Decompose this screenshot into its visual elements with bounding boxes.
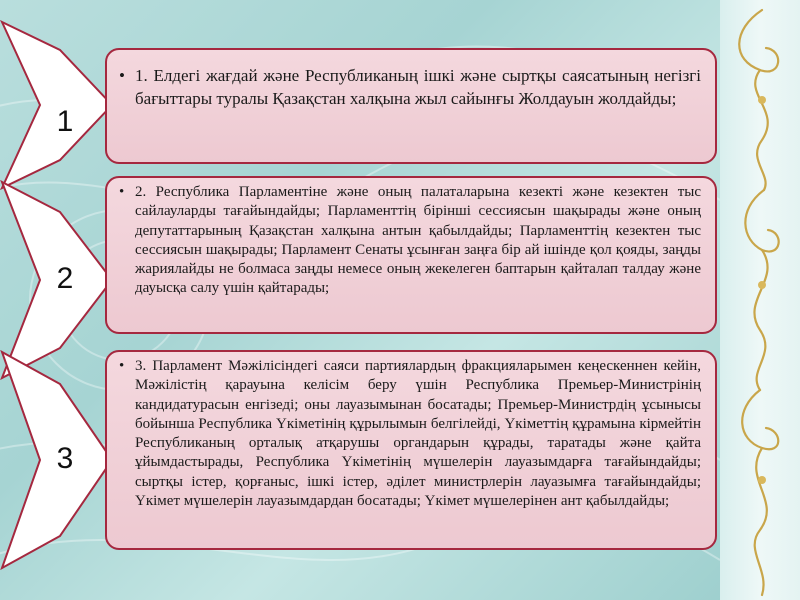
step-number: 1 [56, 105, 74, 138]
step-text: • 2. Республика Парламентіне және оның палаталарына кезекті және кезектен тыс сайлауларды тағайындайды; Парламенттің бірінші сессиясын шақырады және оның депутаттарының Қазақстан халқына антын қабылдайды; Парламенттің кезектен тыс сессиясын шақырады; Парламент Сенаты ұсынған заңға бір ай ішінде қол қояды, заңды жариялайды не болмаса заңды немесе оның жекелеген баптарын қайталап талдау және дауысқа салу үшін қайтарады; [119, 183, 701, 299]
step-number: 3 [56, 442, 74, 475]
step-card-2 [105, 176, 717, 334]
step-card-3 [105, 350, 717, 550]
step-text: • 3. Парламент Мәжілісіндегі саяси партиялардың фракцияларымен кеңескеннен кейін, Мәжілістің қарауына келісім беру үшін Республика Премьер-Министрінің кандидатурасын енгізеді; оны лауазымынан босатады; Премьер-Министрдің ұсынысы бойынша Республика Үкіметінің құрылымын белгілейді, Үкіметтің құрамына кірмейтін Республиканың орталық атқарушы органдарын құрады, таратады және қайта ұйымдастырады, Республика Үкіметінің мүшелерін лауазымдарға тағайындайды; сыртқы істер, қорғаныс, ішкі істер, әділет министрлерін лауазымға тағайындайды; Үкімет мүшелерін лауазымдардан босатады; Үкімет мүшелерінен ант қабылдайды; [119, 357, 701, 511]
gold-ornament [722, 0, 800, 600]
step-chevron-1 [0, 20, 115, 190]
step-chevron-3 [0, 350, 115, 570]
step-number: 2 [56, 262, 74, 295]
step-card-1 [105, 48, 717, 164]
step-text: • 1. Елдегі жағдай және Республиканың ішкі және сыртқы саясатының негізгі бағыттары туралы Қазақстан халқына жыл сайынғы Жолдауын жолдайды; [119, 64, 701, 110]
